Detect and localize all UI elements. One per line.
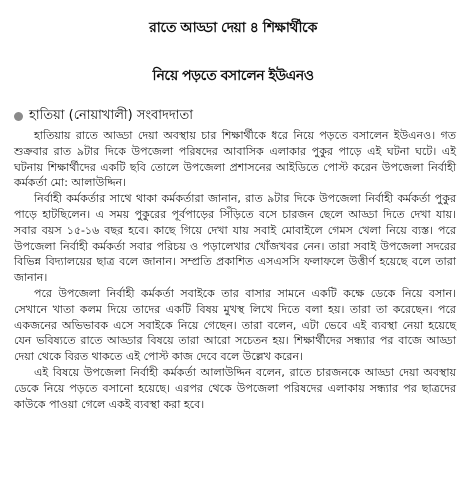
byline [14, 106, 193, 126]
article-body [14, 128, 456, 412]
byline-text: হাতিয়া (নোয়াখালী) সংবাদদাতা [29, 107, 193, 123]
headline-line-2: নিয়ে পড়তে বসালেন ইউএনও [152, 68, 314, 84]
article-paragraph: নির্বাহী কর্মকর্তার সাথে থাকা কর্মকর্তারা জানান, রাত ৯টার দিকে উপজেলা নির্বাহী কর্মকর্তা পুকুর পাড়ে হাটছিলেন। এ সময় পুকুরের পূর্বপাড়ের সিঁড়িতে বসে চারজন ছেলে আড্ডা দিতে দেখা যায়। সবার বয়স ১৫-১৬ বছর হবে। কাছে গিয়ে দেখা যায় সবাই মোবাইলে গেমস খেলা নিয়ে ব্যস্ত। পরে উপজেলা নির্বাহী কর্মকর্তা সবার পরিচয় ও পড়ালেখার খোঁজখবর নেন। তারা সবাই উপজেলা সদরের বিভিন্ন বিদ্যালয়ের ছাত্র বলে জানান। সম্প্রতি প্রকাশিত এসএসসি ফলাফলে উত্তীর্ণ হয়েছে বলে তারা জানান। [14, 192, 456, 285]
article-paragraph: পরে উপজেলা নির্বাহী কর্মকর্তা সবাইকে তার বাসার সামনে একটি কক্ষে ডেকে নিয়ে বসান। সেখানে খাতা কলম দিয়ে তাদের একটি বিষয় মুখস্থ লিখে দিতে বলা হয়। তারা তা করেছেন। পরে একজনের অভিভাবক এসে সবাইকে নিয়ে গেছেন। তারা বলেন, এটা ভেবে এই ব্যবস্থা নেয়া হয়েছে যেন ভবিষ্যতে রাতে আড্ডার বিষয়ে তারা আরো সচেতন হয়। শিক্ষার্থীদের সন্ধ্যার পর বাজে আড্ডা দেয়া থেকে বিরত থাকতে এই পোস্ট কাজ দেবে বলে উল্লেখ করেন। [14, 286, 456, 364]
headline-line-1: রাতে আড্ডা দেয়া ৪ শিক্ষার্থীকে [149, 20, 317, 36]
article-paragraph: হাতিয়ায় রাতে আড্ডা দেয়া অবস্থায় চার শিক্ষার্থীকে ধরে নিয়ে পড়তে বসালেন ইউএনও। গত শুক্রবার রাত ৯টার দিকে উপজেলা পরিষদের আবাসিক এলাকার পুকুর পাড়ে এই ঘটনা ঘটে। এই ঘটনায় শিক্ষার্থীদের একটি ছবি তোলে উপজেলা প্রশাসনের আইডিতে পোস্ট করেন উপজেলা নির্বাহী কর্মকর্তা মো: আলাউদ্দিন। [14, 129, 456, 190]
article-paragraph: এই বিষয়ে উপজেলা নির্বাহী কর্মকর্তা আলাউদ্দিন বলেন, রাতে চারজনকে আড্ডা দেয়া অবস্থায় ডেকে নিয়ে পড়তে বসানো হয়েছে। এরপর থেকে উপজেলা পরিষদের এলাকায় সন্ধ্যার পর ছাত্রদের কাউকে পাওয়া গেলে একই ব্যবস্থা করা হবে। [14, 365, 456, 411]
bullet-icon [14, 112, 23, 121]
